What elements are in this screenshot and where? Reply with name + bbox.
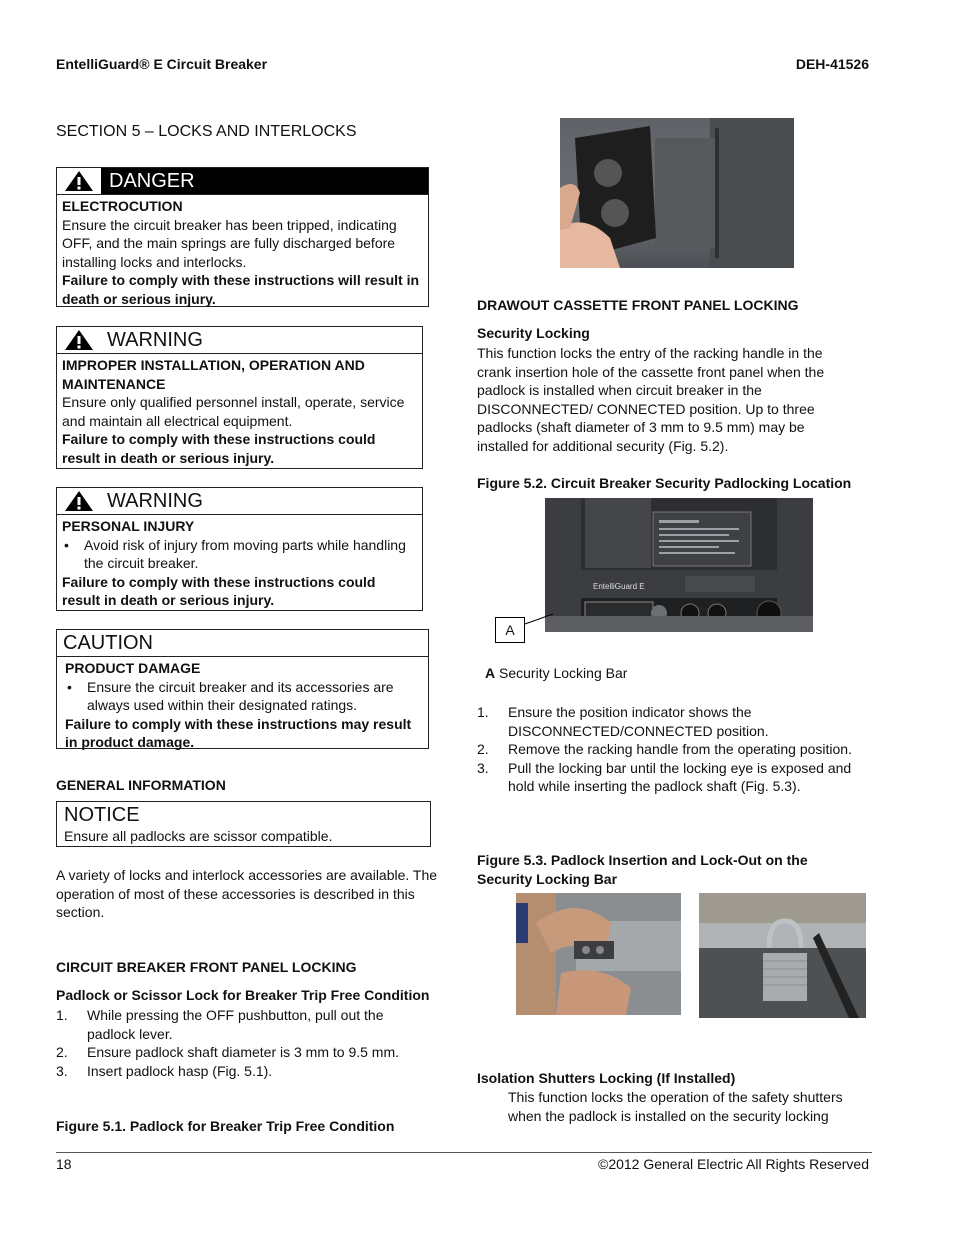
cassette-steps xyxy=(477,703,857,796)
warning-text: Ensure only qualified personnel install, operate, service and maintain all electrical equipment. xyxy=(62,394,405,429)
warning-subtitle: IMPROPER INSTALLATION, OPERATION AND MAINTENANCE xyxy=(62,357,365,392)
warning-triangle-icon xyxy=(57,327,101,353)
list-item: 3. Insert padlock hasp (Fig. 5.1). xyxy=(56,1062,273,1079)
copyright: ©2012 General Electric All Rights Reserved xyxy=(598,1156,869,1172)
callout-a-label: A xyxy=(495,617,525,643)
breaker-brand-label: EntelliGuard E xyxy=(593,582,645,591)
warning-consequence: Failure to comply with these instructions could result in death or serious injury. xyxy=(62,431,376,466)
danger-consequence: Failure to comply with these instructions will result in death or serious injury. xyxy=(62,272,420,307)
cassette-heading: DRAWOUT CASSETTE FRONT PANEL LOCKING xyxy=(477,297,799,313)
padlock-lever-photo xyxy=(560,118,794,268)
figure-5-2-caption: Figure 5.2. Circuit Breaker Security Padlocking Location xyxy=(477,475,852,491)
warning-triangle-icon xyxy=(57,168,103,194)
warning-title: WARNING xyxy=(107,489,203,512)
document-number: DEH-41526 xyxy=(795,56,869,72)
footer-rule xyxy=(56,1152,872,1153)
warning-box-injury xyxy=(56,487,423,611)
cassette-subheading: Security Locking xyxy=(477,325,590,341)
caution-consequence: Failure to comply with these instructions may result in product damage. xyxy=(65,715,412,751)
general-info-paragraph: A variety of locks and interlock accessories are available. The operation of most of these accessories is described in this section. xyxy=(56,867,438,921)
cassette-paragraph: This function locks the entry of the racking handle in the crank insertion hole of the cassette front panel when the padlock is installed when circuit breaker in the DISCONNECTED/ CONNECTED position. Up to three padlocks (shaft diameter of 3 mm to 9.5 mm) may be installed for additional security (Fig. 5.2). xyxy=(477,345,825,454)
danger-title: DANGER xyxy=(109,169,195,192)
isolation-text: This function locks the operation of the safety shutters when the padlock is installed on the security locking xyxy=(508,1089,843,1124)
front-panel-steps xyxy=(56,1006,426,1080)
section-title: SECTION 5 – LOCKS AND INTERLOCKS xyxy=(56,123,357,140)
isolation-heading: Isolation Shutters Locking (If Installed) xyxy=(477,1070,736,1086)
figure-5-1-caption: Figure 5.1. Padlock for Breaker Trip Free Condition xyxy=(56,1118,395,1134)
front-panel-subheading: Padlock or Scissor Lock for Breaker Trip Free Condition xyxy=(56,987,430,1003)
danger-box xyxy=(56,167,429,307)
caution-bullet: • Ensure the circuit breaker and its accessories are always used within their designated ratings. xyxy=(87,678,423,715)
warning-box-installation xyxy=(56,326,423,469)
warning-title: WARNING xyxy=(107,328,203,351)
warning-consequence: Failure to comply with these instructions could result in death or serious injury. xyxy=(62,573,376,609)
caution-subtitle: PRODUCT DAMAGE xyxy=(65,660,201,676)
page-number: 18 xyxy=(56,1156,72,1172)
figure-5-2-legend: A Security Locking Bar xyxy=(485,665,628,681)
breaker-front-panel-photo xyxy=(545,498,813,632)
list-item: 3. Pull the locking bar until the locking eye is exposed and hold while inserting the padlock shaft (Fig. 5.3). xyxy=(477,759,852,795)
warning-subtitle: PERSONAL INJURY xyxy=(62,518,195,534)
list-item: 2. Remove the racking handle from the operating position. xyxy=(477,741,852,758)
warning-bullet: • Avoid risk of injury from moving parts while handling the circuit breaker. xyxy=(84,536,417,573)
warning-triangle-icon xyxy=(57,488,101,514)
figure-5-3-caption: Figure 5.3. Padlock Insertion and Lock-Out on the Security Locking Bar xyxy=(477,852,808,887)
list-item: 1. While pressing the OFF pushbutton, pull out the padlock lever. xyxy=(56,1007,384,1042)
general-info-heading: GENERAL INFORMATION xyxy=(56,777,226,793)
padlock-lockout-photo xyxy=(699,893,866,1018)
notice-box xyxy=(56,801,431,847)
danger-text: Ensure the circuit breaker has been tripped, indicating OFF, and the main springs are fully discharged before installing locks and interlocks. xyxy=(62,216,397,270)
running-header-title: EntelliGuard® E Circuit Breaker xyxy=(56,56,268,72)
caution-title: CAUTION xyxy=(63,631,153,654)
notice-title: NOTICE xyxy=(64,804,140,826)
caution-box xyxy=(56,629,429,749)
list-item: 2. Ensure padlock shaft diameter is 3 mm to 9.5 mm. xyxy=(56,1044,400,1061)
front-panel-heading: CIRCUIT BREAKER FRONT PANEL LOCKING xyxy=(56,959,357,975)
list-item: 1. Ensure the position indicator shows the DISCONNECTED/CONNECTED position. xyxy=(477,704,769,739)
notice-text: Ensure all padlocks are scissor compatible. xyxy=(64,828,333,844)
danger-subtitle: ELECTROCUTION xyxy=(62,198,183,214)
padlock-insertion-photo xyxy=(516,893,681,1015)
